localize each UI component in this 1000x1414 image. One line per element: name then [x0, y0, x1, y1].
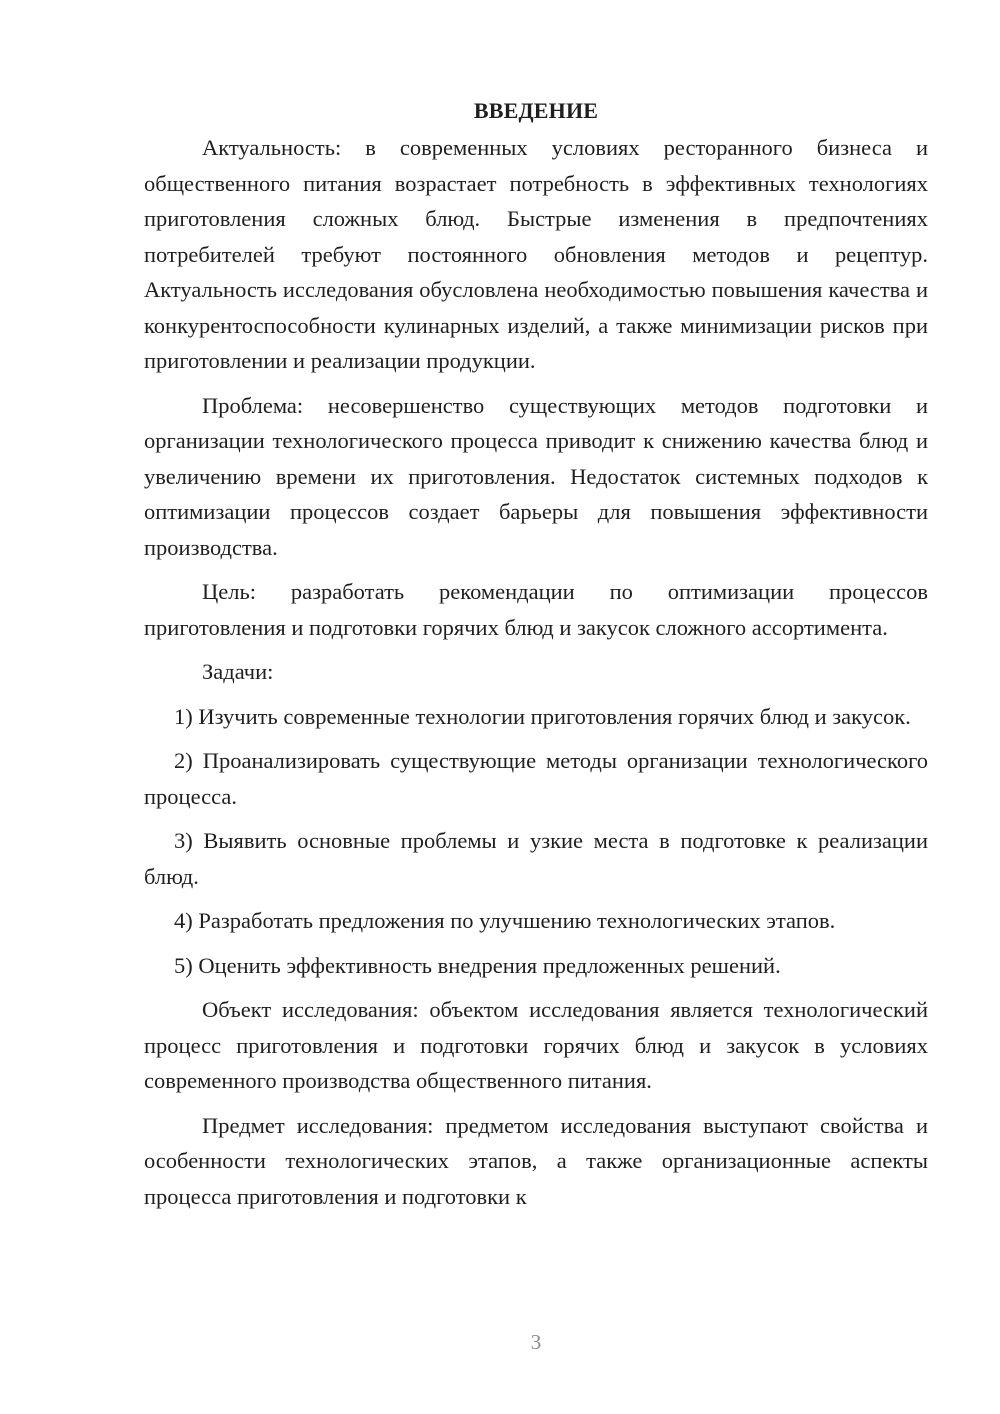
- page-content: [144, 93, 928, 1223]
- section-heading: ВВЕДЕНИЕ: [473, 98, 599, 123]
- object-paragraph: Объект исследования: объектом исследования является технологический процесс приготовления и подготовки горячих блюд и закусок в условиях современного производства общественного питания.: [144, 997, 928, 1093]
- task-item: 5) Оценить эффективность внедрения предложенных решений.: [174, 952, 781, 978]
- subject-paragraph: Предмет исследования: предметом исследования выступают свойства и особенности технологических этапов, а также организационные аспекты процесса приготовления и подготовки к: [144, 1112, 928, 1209]
- page-number: 3: [530, 1330, 542, 1354]
- tasks-label: Задачи:: [202, 659, 274, 684]
- task-item: 3) Выявить основные проблемы и узкие места в подготовке к реализации блюд.: [144, 828, 928, 889]
- task-item: 1) Изучить современные технологии приготовления горячих блюд и закусок.: [174, 703, 911, 729]
- problem-paragraph: Проблема: несовершенство существующих методов подготовки и организации технологического процесса приводит к снижению качества блюд и увеличению времени их приготовления. Недостаток системных подходов к оптимизации процессов создает барьеры для повышения эффективности производства.: [144, 392, 928, 560]
- goal-paragraph: Цель: разработать рекомендации по оптимизации процессов приготовления и подготовки горячих блюд и закусок сложного ассортимента.: [144, 579, 928, 640]
- relevance-paragraph: Актуальность: в современных условиях ресторанного бизнеса и общественного питания возрастает потребность в эффективных технологиях приготовления сложных блюд. Быстрые изменения в предпочтениях потребителей требуют постоянного обновления методов и рецептур. Актуальность исследования обусловлена необходимостью повышения качества и конкурентоспособности кулинарных изделий, а также минимизации рисков при приготовлении и реализации продукции.: [144, 135, 928, 373]
- task-item: 2) Проанализировать существующие методы организации технологического процесса.: [144, 748, 928, 809]
- task-item: 4) Разработать предложения по улучшению технологических этапов.: [174, 908, 836, 933]
